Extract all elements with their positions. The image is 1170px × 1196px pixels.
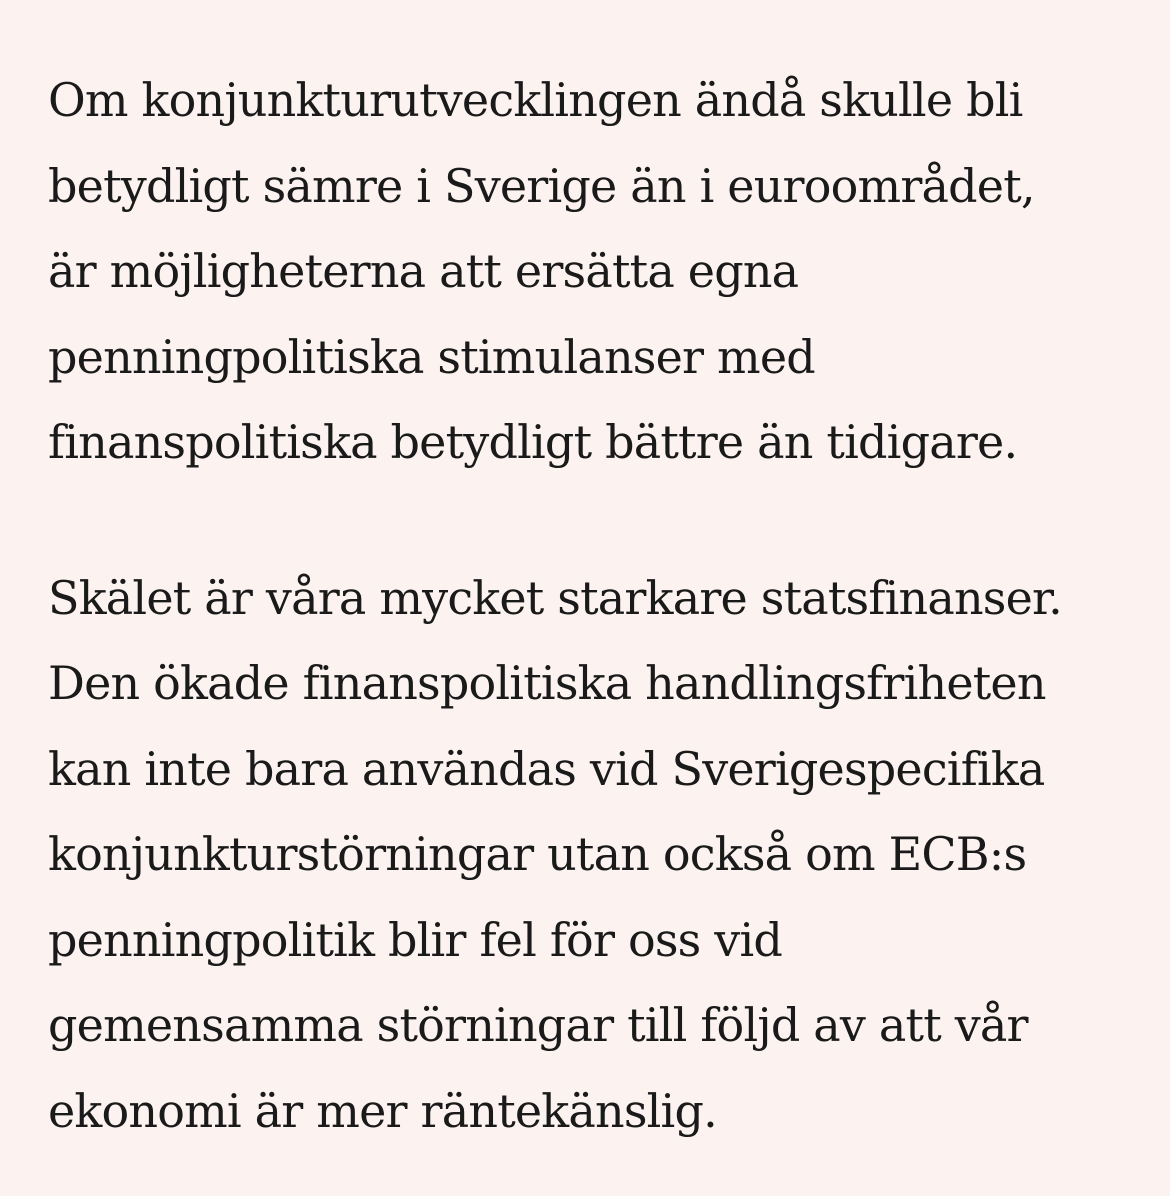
text-line: är möjligheterna att ersätta egna bbox=[48, 244, 799, 298]
text-line: ekonomi är mer räntekänslig. bbox=[48, 1083, 717, 1138]
text-line: konjunkturstörningar utan också om ECB:s bbox=[48, 827, 1027, 881]
text-line: penningpolitiska stimulanser med bbox=[48, 329, 815, 384]
paragraph-1 bbox=[48, 58, 1148, 486]
text-line: gemensamma störningar till följd av att vår bbox=[48, 998, 1028, 1052]
text-line: penningpolitik blir fel för oss vid bbox=[48, 912, 783, 967]
text-line: finanspolitiska betydligt bättre än tidigare. bbox=[48, 415, 1018, 469]
text-line: Den ökade finanspolitiska handlingsfriheten bbox=[48, 656, 1046, 710]
article-body bbox=[48, 58, 1148, 1154]
text-line: betydligt sämre i Sverige än i euroområdet, bbox=[48, 158, 1035, 213]
text-line: Skälet är våra mycket starkare statsfinanser. bbox=[48, 570, 1062, 625]
text-line: Om konjunkturutvecklingen ändå skulle bli bbox=[48, 73, 1023, 127]
text-line: kan inte bara användas vid Sverigespecifika bbox=[48, 741, 1045, 796]
paragraph-2 bbox=[48, 556, 1148, 1155]
